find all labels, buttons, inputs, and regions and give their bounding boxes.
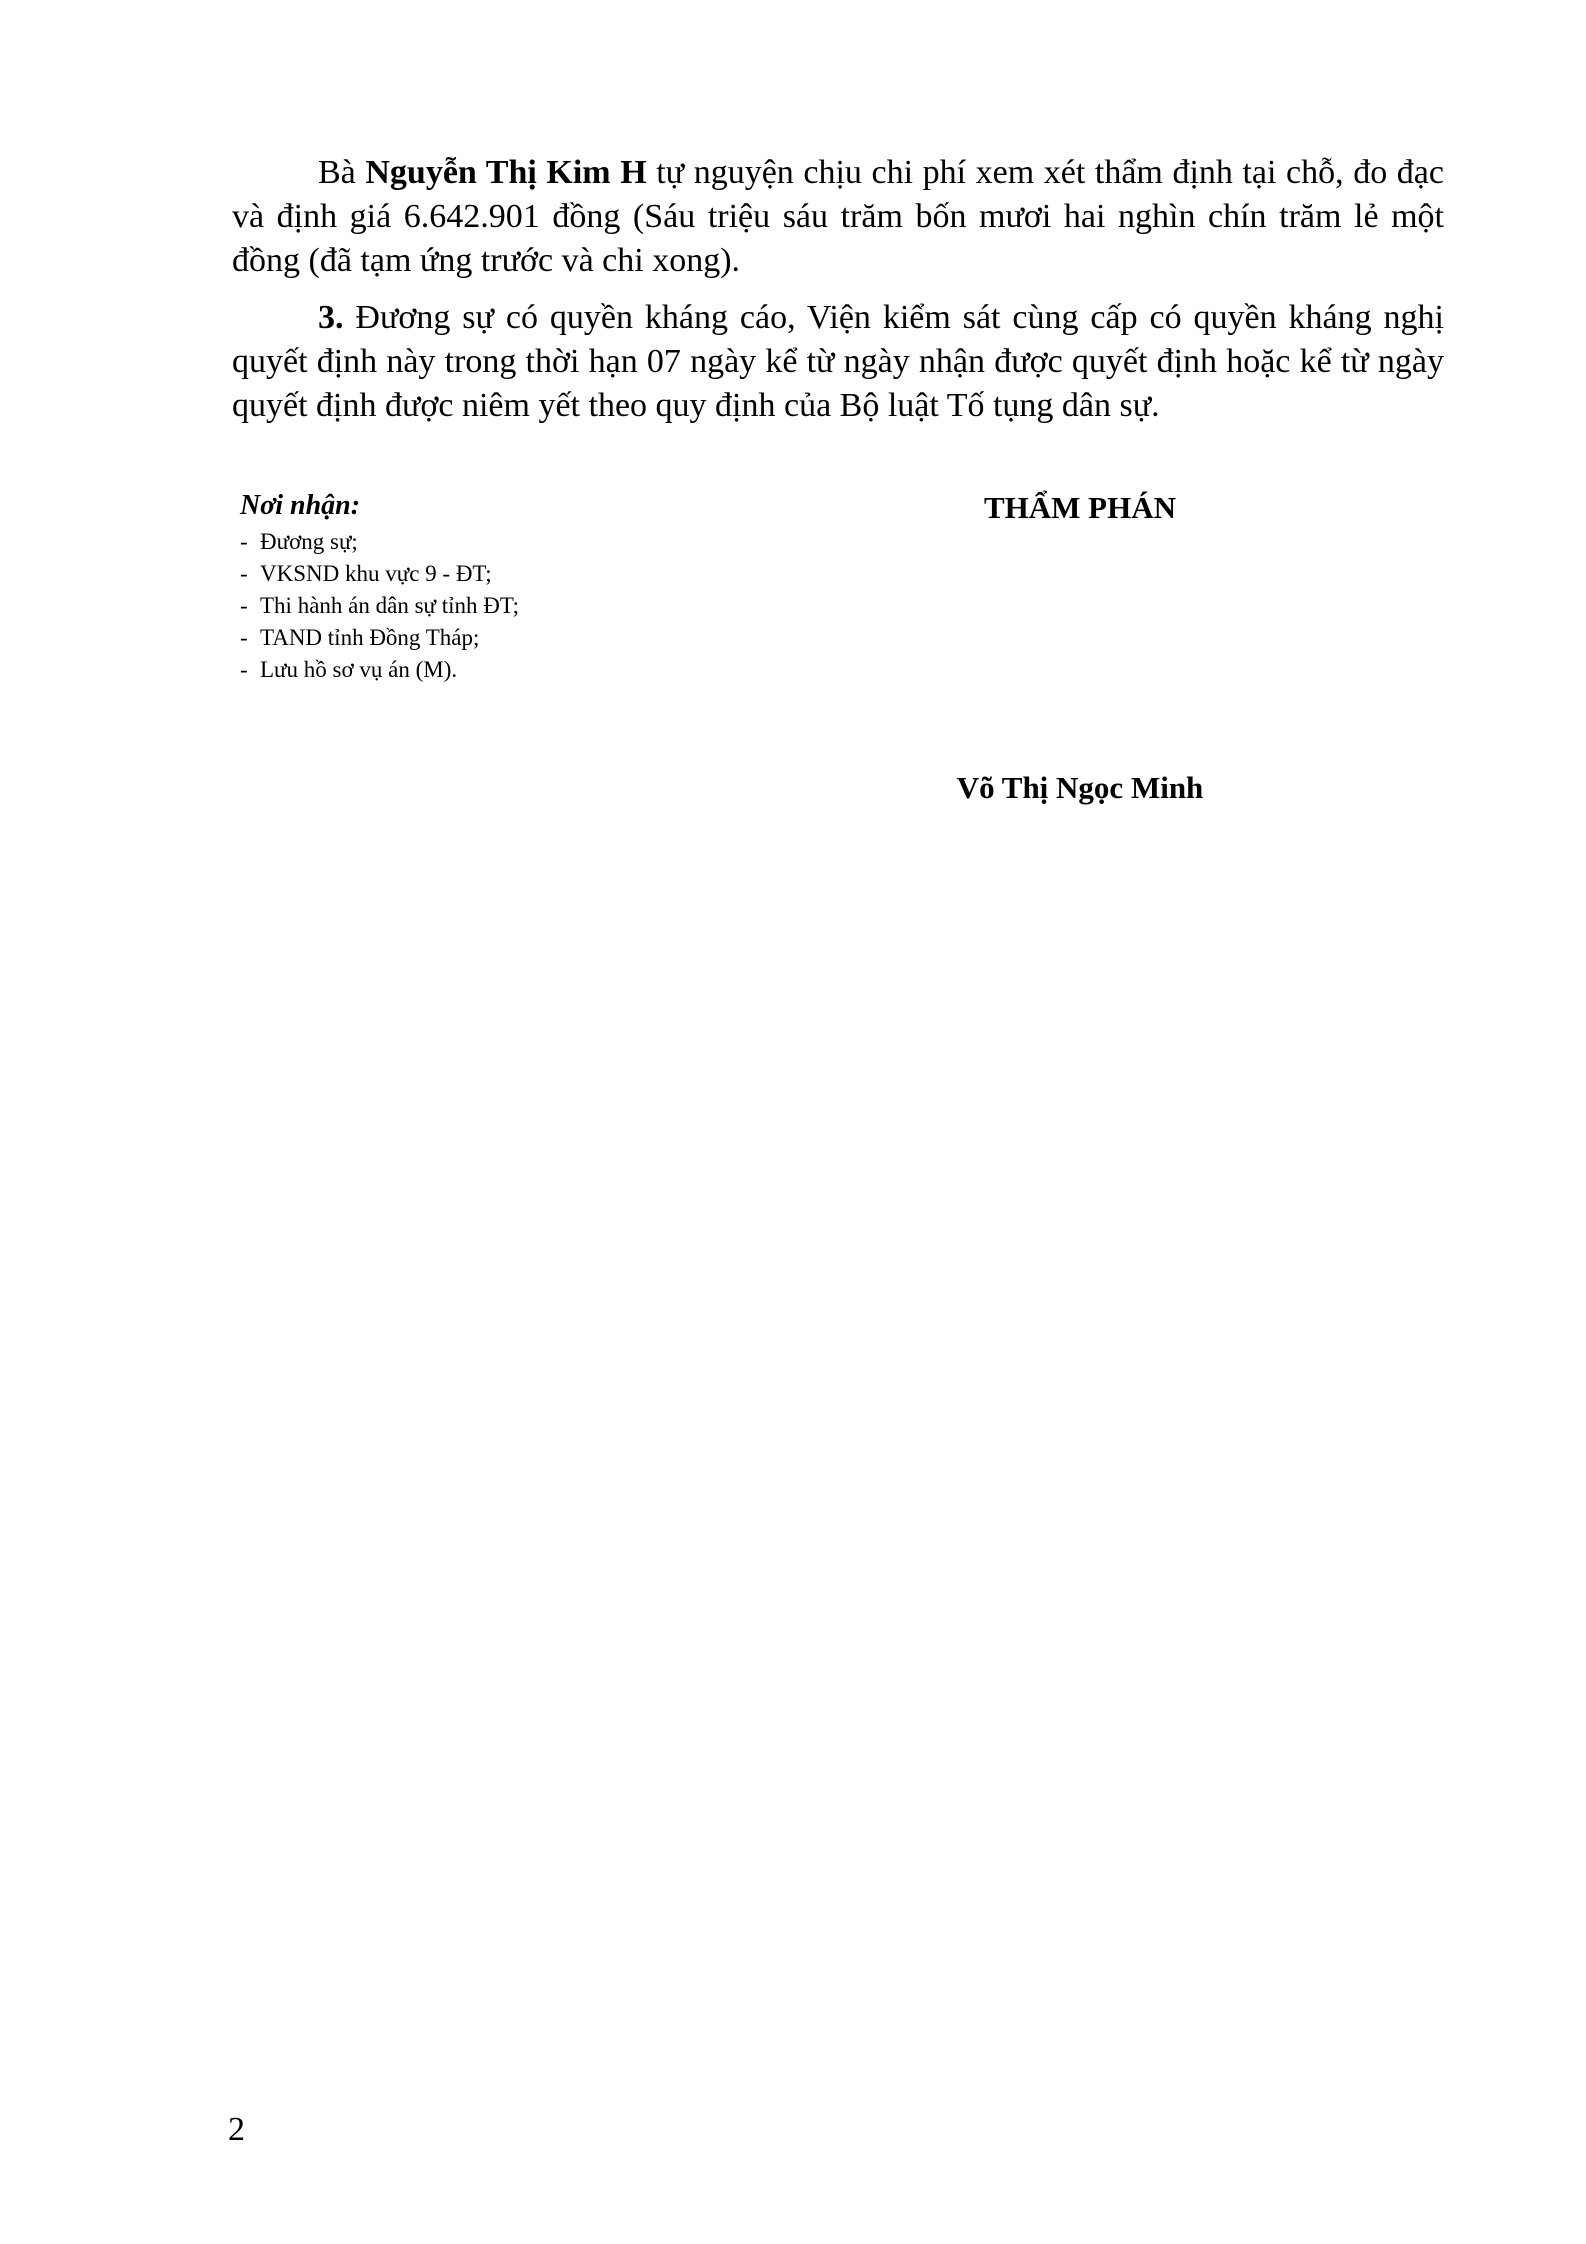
section-number: 3. — [318, 299, 344, 336]
paragraph-body: tự nguyện chịu chi phí xem xét thẩm định tại chỗ, đo đạc và định giá 6.642.901 đồng (Sáu triệu sáu trăm bốn mươi hai nghìn chín trăm lẻ một đồng (đã tạm ứng trước và chi xong). — [232, 154, 1444, 279]
signer-name: Võ Thị Ngọc Minh — [956, 770, 1204, 805]
recipients-list — [240, 526, 760, 686]
recipients-title: Nơi nhận: — [240, 490, 361, 521]
paragraph-prefix: Bà — [318, 154, 366, 191]
signer-title: THẨM PHÁN — [983, 490, 1176, 525]
page-number: 2 — [228, 2111, 245, 2148]
party-name: Nguyễn Thị Kim H — [365, 154, 647, 191]
recipient-item: - Thi hành án dân sự tỉnh ĐT; — [240, 593, 520, 618]
recipient-item: - Đương sự; — [240, 529, 358, 554]
recipient-item: - VKSND khu vực 9 - ĐT; — [240, 561, 492, 586]
paragraph-appeal-rights — [232, 296, 1444, 428]
paragraph-cost-bearing — [232, 151, 1444, 283]
recipients-block — [240, 488, 760, 686]
paragraph-body: Đương sự có quyền kháng cáo, Viện kiểm sát cùng cấp có quyền kháng nghị quyết định này trong thời hạn 07 ngày kể từ ngày nhận được quyết định hoặc kể từ ngày quyết định được niêm yết theo quy định của Bộ luật Tố tụng dân sự. — [232, 299, 1444, 424]
recipient-item: - Lưu hồ sơ vụ án (M). — [240, 657, 458, 682]
recipient-item: - TAND tỉnh Đồng Tháp; — [240, 625, 480, 650]
